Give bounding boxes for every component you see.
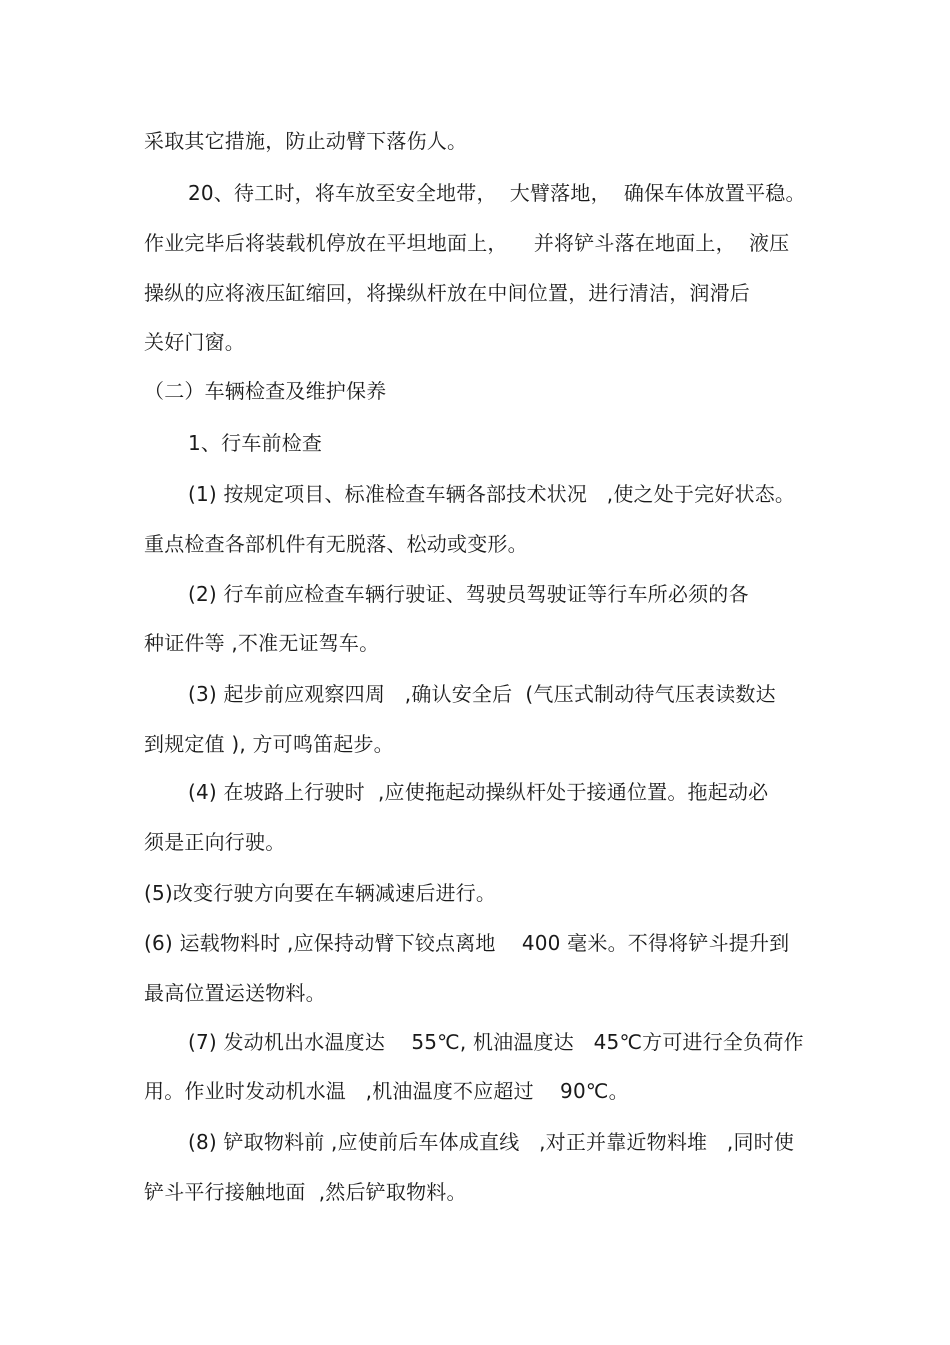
text-line: (3) 起步前应观察四周 ,确认安全后 (气压式制动待气压表读数达 — [188, 682, 776, 706]
text-line: 20、待工时，将车放至安全地带， 大臂落地， 确保车体放置平稳。 — [188, 181, 806, 205]
text-line: 重点检查各部机件有无脱落、松动或变形。 — [144, 532, 528, 556]
text-line: (6) 运载物料时 ,应保持动臂下铰点离地 400 毫米。不得将铲斗提升到 — [144, 931, 790, 955]
text-line: 作业完毕后将装载机停放在平坦地面上， 并将铲斗落在地面上， 液压 — [144, 231, 790, 255]
subsection-heading: 1、行车前检查 — [188, 431, 323, 455]
text-line: 须是正向行驶。 — [144, 830, 286, 854]
text-line: 最高位置运送物料。 — [144, 981, 326, 1005]
section-heading: （二）车辆检查及维护保养 — [144, 379, 387, 403]
text-line: (7) 发动机出水温度达 55℃, 机油温度达 45℃方可进行全负荷作 — [188, 1030, 804, 1054]
text-line: 种证件等 ,不准无证驾车。 — [144, 631, 380, 655]
text-line: 采取其它措施，防止动臂下落伤人。 — [144, 129, 468, 153]
text-line: (1) 按规定项目、标准检查车辆各部技术状况 ,使之处于完好状态。 — [188, 482, 796, 506]
text-line: 铲斗平行接触地面 ,然后铲取物料。 — [144, 1180, 467, 1204]
text-line: 操纵的应将液压缸缩回，将操纵杆放在中间位置，进行清洁，润滑后 — [144, 281, 750, 305]
text-line: 用。作业时发动机水温 ,机油温度不应超过 90℃。 — [144, 1079, 629, 1103]
text-line: (5)改变行驶方向要在车辆减速后进行。 — [144, 881, 497, 905]
text-line: (2) 行车前应检查车辆行驶证、驾驶员驾驶证等行车所必须的各 — [188, 582, 749, 606]
text-line: 关好门窗。 — [144, 330, 245, 354]
text-line: (4) 在坡路上行驶时 ,应使拖起动操纵杆处于接通位置。拖起动必 — [188, 780, 769, 804]
text-line: 到规定值 ), 方可鸣笛起步。 — [144, 732, 394, 756]
text-line: (8) 铲取物料前 ,应使前后车体成直线 ,对正并靠近物料堆 ,同时使 — [188, 1130, 795, 1154]
